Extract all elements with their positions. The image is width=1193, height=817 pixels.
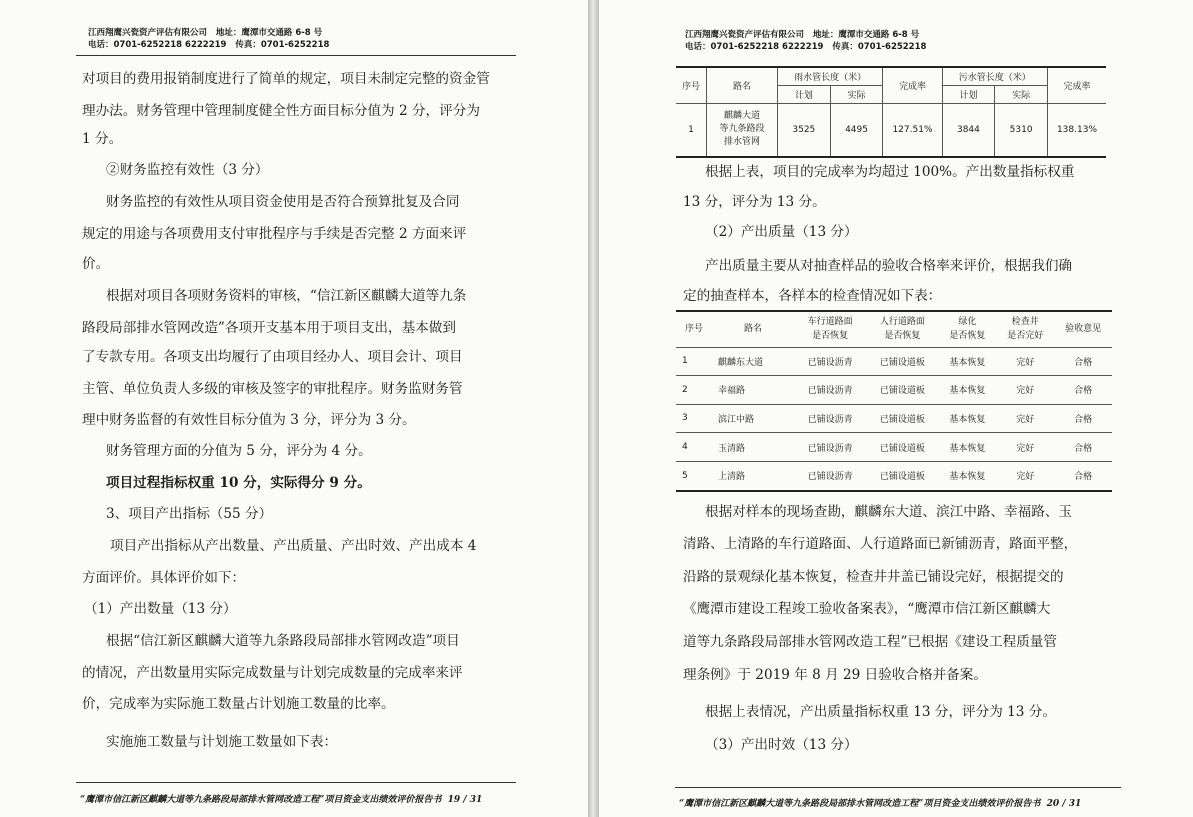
cell-no: 1	[676, 347, 712, 376]
th-acceptance: 验收意见	[1054, 311, 1112, 347]
cell-road: 麒麟东大道	[712, 347, 794, 376]
text-line: 项目产出指标从产出数量、产出质量、产出时效、产出成本 4	[110, 538, 477, 554]
th-rain-length: 雨水管长度（米）	[778, 67, 883, 85]
cell-no: 3	[676, 404, 712, 433]
section-heading: （1）产出数量（13 分）	[84, 601, 237, 617]
table-row	[676, 433, 1112, 462]
cell: 已铺设沥青	[794, 404, 866, 433]
footer-title: “鹰潭市信江新区麒麟大道等九条路段局部排水管网改造工程”项目资金支出绩效评价报告书	[679, 799, 1041, 809]
letterhead	[88, 27, 329, 51]
text-line: 财务监控的有效性从项目资金使用是否符合预算批复及合同	[106, 194, 460, 210]
company-phone: 电话：0701-6252218 6222219	[685, 42, 824, 52]
cell-no: 2	[676, 376, 712, 405]
text-line: 根据对样本的现场查勘，麒麟东大道、滨江中路、幸福路、玉	[705, 504, 1073, 520]
cell-no: 1	[676, 103, 707, 157]
cell-road: 上清路	[718, 472, 746, 483]
cell: 已铺设道板	[866, 404, 938, 433]
section-heading: ②财务监控有效性（3 分）	[106, 162, 269, 178]
cell: 已铺设沥青	[794, 347, 866, 376]
text-line: 根据上表，项目的完成率为均超过 100%。产出数量指标权重	[705, 164, 1075, 180]
cell: 完好	[996, 376, 1054, 405]
page-20	[599, 0, 1193, 817]
page-footer	[80, 792, 482, 805]
cell: 合格	[1054, 376, 1112, 405]
th-manhole: 检查井 是否完好	[996, 311, 1054, 347]
text-line: 理条例》于 2019 年 8 月 29 日验收合格并备案。	[683, 667, 987, 683]
cell-sewage-rate: 138.13%	[1047, 103, 1106, 157]
th-road: 路名	[712, 311, 794, 347]
section-heading: （2）产出质量（13 分）	[705, 224, 858, 240]
cell: 完好	[1016, 472, 1035, 483]
cell: 基本恢复	[949, 472, 986, 483]
text-line: 价，完成率为实际施工数量占计划施工数量的比率。	[82, 696, 395, 712]
text-line: 主管、单位负责人多级的审核及签字的审批程序。财务监财务管	[82, 381, 463, 397]
cell: 已铺设沥青	[794, 433, 866, 462]
cell-rain-rate: 127.51%	[883, 103, 942, 157]
page-number: 20 / 31	[1046, 799, 1082, 809]
cell: 合格	[1054, 404, 1112, 433]
th-rain-actual: 实际	[830, 85, 883, 103]
text-line: 路段局部排水管网改造”各项开支基本用于项目支出，基本做到	[82, 320, 456, 336]
book-gutter	[588, 0, 599, 817]
text-line: 实施施工数量与计划施工数量如下表：	[106, 734, 338, 750]
section-heading: （3）产出时效（13 分）	[705, 737, 858, 753]
company-fax: 传真：0701-6252218	[235, 40, 330, 50]
cell-road: 麒麟大道 等九条路段 排水管网	[707, 103, 778, 157]
section-heading: 3、项目产出指标（55 分）	[106, 506, 273, 522]
text-line: 的情况，产出数量用实际完成数量与计划完成数量的完成率来评	[82, 665, 463, 681]
text-line: 根据“信江新区麒麟大道等九条路段局部排水管网改造”项目	[106, 633, 460, 649]
text-line: 理中财务监督的有效性目标分值为 3 分，评分为 3 分。	[82, 412, 416, 428]
company-name: 江西翔鹰兴瓷资产评估有限公司	[88, 28, 208, 38]
text-line: 13 分，评分为 13 分。	[683, 194, 826, 210]
cell-rain-plan: 3525	[778, 103, 831, 157]
cell: 基本恢复	[939, 347, 997, 376]
text-line: 价。	[82, 256, 110, 272]
letterhead	[685, 29, 926, 53]
text-line: 根据对项目各项财务资料的审核，“信江新区麒麟大道等九条	[106, 288, 467, 304]
th-greening: 绿化 是否恢复	[939, 311, 997, 347]
text-line: 产出质量主要从对抽查样品的验收合格率来评价，根据我们确	[705, 258, 1073, 274]
th-road: 路名	[707, 67, 778, 103]
cell: 合格	[1054, 347, 1112, 376]
th-sewage-rate: 完成率	[1047, 67, 1106, 103]
text-line: 《鹰潭市建设工程竣工验收备案表》，“鹰潭市信江新区麒麟大	[683, 601, 1051, 617]
cell: 已铺设沥青	[807, 472, 853, 483]
th-sewage-length: 污水管长度（米）	[942, 67, 1047, 85]
company-address: 地址：鹰潭市交通路 6-8 号	[812, 30, 920, 40]
table-row	[676, 103, 1106, 157]
cell: 合格	[1054, 433, 1112, 462]
cell: 已铺设道板	[866, 433, 938, 462]
cell-sewage-actual: 5310	[995, 103, 1048, 157]
text-line: 了专款专用。各项支出均履行了由项目经办人、项目会计、项目	[82, 349, 463, 365]
cell-road: 滨江中路	[712, 404, 794, 433]
cell-sewage-plan: 3844	[942, 103, 995, 157]
sample-inspection-table	[676, 310, 1112, 492]
th-rain-rate: 完成率	[883, 67, 942, 103]
text-line: 对项目的费用报销制度进行了简单的规定，项目未制定完整的资金管	[82, 71, 490, 87]
text-line: 道等九条路段局部排水管网改造工程”已根据《建设工程质量管	[683, 634, 1057, 650]
text-line: 沿路的景观绿化基本恢复，检查井井盖已铺设完好，根据提交的	[683, 569, 1064, 585]
th-no: 序号	[676, 67, 707, 103]
cell: 已铺设沥青	[794, 376, 866, 405]
cell-road: 幸福路	[712, 376, 794, 405]
th-no: 序号	[676, 311, 712, 347]
th-sewage-plan: 计划	[942, 85, 995, 103]
cell-rain-actual: 4495	[830, 103, 883, 157]
th-sewage-actual: 实际	[995, 85, 1048, 103]
company-fax: 传真：0701-6252218	[832, 42, 927, 52]
text-line: 定的抽查样本，各样本的检查情况如下表：	[683, 288, 942, 304]
cell: 完好	[996, 433, 1054, 462]
footer-rule	[675, 787, 1121, 788]
page-number: 19 / 31	[447, 795, 483, 805]
table-header-row	[676, 311, 1112, 347]
cell: 完好	[996, 404, 1054, 433]
table-row	[676, 404, 1112, 433]
summary-line: 项目过程指标权重 10 分，实际得分 9 分。	[106, 475, 371, 491]
th-sidewalk: 人行道路面 是否恢复	[866, 311, 938, 347]
text-line: 规定的用途与各项费用支付审批程序与手续是否完整 2 方面来评	[82, 226, 467, 242]
cell: 基本恢复	[939, 376, 997, 405]
cell: 完好	[996, 347, 1054, 376]
cell-no: 4	[676, 433, 712, 462]
cell-no: 5	[682, 470, 688, 481]
cell: 基本恢复	[939, 433, 997, 462]
text-line: 根据上表情况，产出质量指标权重 13 分，评分为 13 分。	[705, 704, 1056, 720]
text-line: 方面评价。具体评价如下：	[82, 570, 246, 586]
footer-rule	[76, 782, 516, 783]
table-row	[676, 461, 1112, 491]
cell: 合格	[1074, 472, 1093, 483]
company-phone: 电话：0701-6252218 6222219	[88, 40, 227, 50]
cell: 已铺设道板	[866, 347, 938, 376]
cell-road: 玉清路	[712, 433, 794, 462]
cell: 已铺设道板	[866, 376, 938, 405]
pipe-length-table	[676, 66, 1106, 158]
cell: 已铺设道板	[879, 472, 925, 483]
company-address: 地址：鹰潭市交通路 6-8 号	[215, 28, 323, 38]
th-carriageway: 车行道路面 是否恢复	[794, 311, 866, 347]
table-row	[676, 376, 1112, 405]
header-rule	[76, 55, 516, 56]
text-line: 财务管理方面的分值为 5 分，评分为 4 分。	[106, 443, 372, 459]
cell: 基本恢复	[939, 404, 997, 433]
footer-title: “鹰潭市信江新区麒麟大道等九条路段局部排水管网改造工程”项目资金支出绩效评价报告书	[80, 795, 442, 805]
table-row	[676, 347, 1112, 376]
company-name: 江西翔鹰兴瓷资产评估有限公司	[685, 30, 805, 40]
text-line: 理办法。财务管理中管理制度健全性方面目标分值为 2 分，评分为	[82, 103, 480, 119]
text-line: 清路、上清路的车行道路面、人行道路面已新铺沥青，路面平整，	[683, 536, 1078, 552]
page-19	[0, 0, 588, 817]
th-rain-plan: 计划	[778, 85, 831, 103]
page-footer	[679, 796, 1081, 809]
text-line: 1 分。	[82, 131, 123, 147]
